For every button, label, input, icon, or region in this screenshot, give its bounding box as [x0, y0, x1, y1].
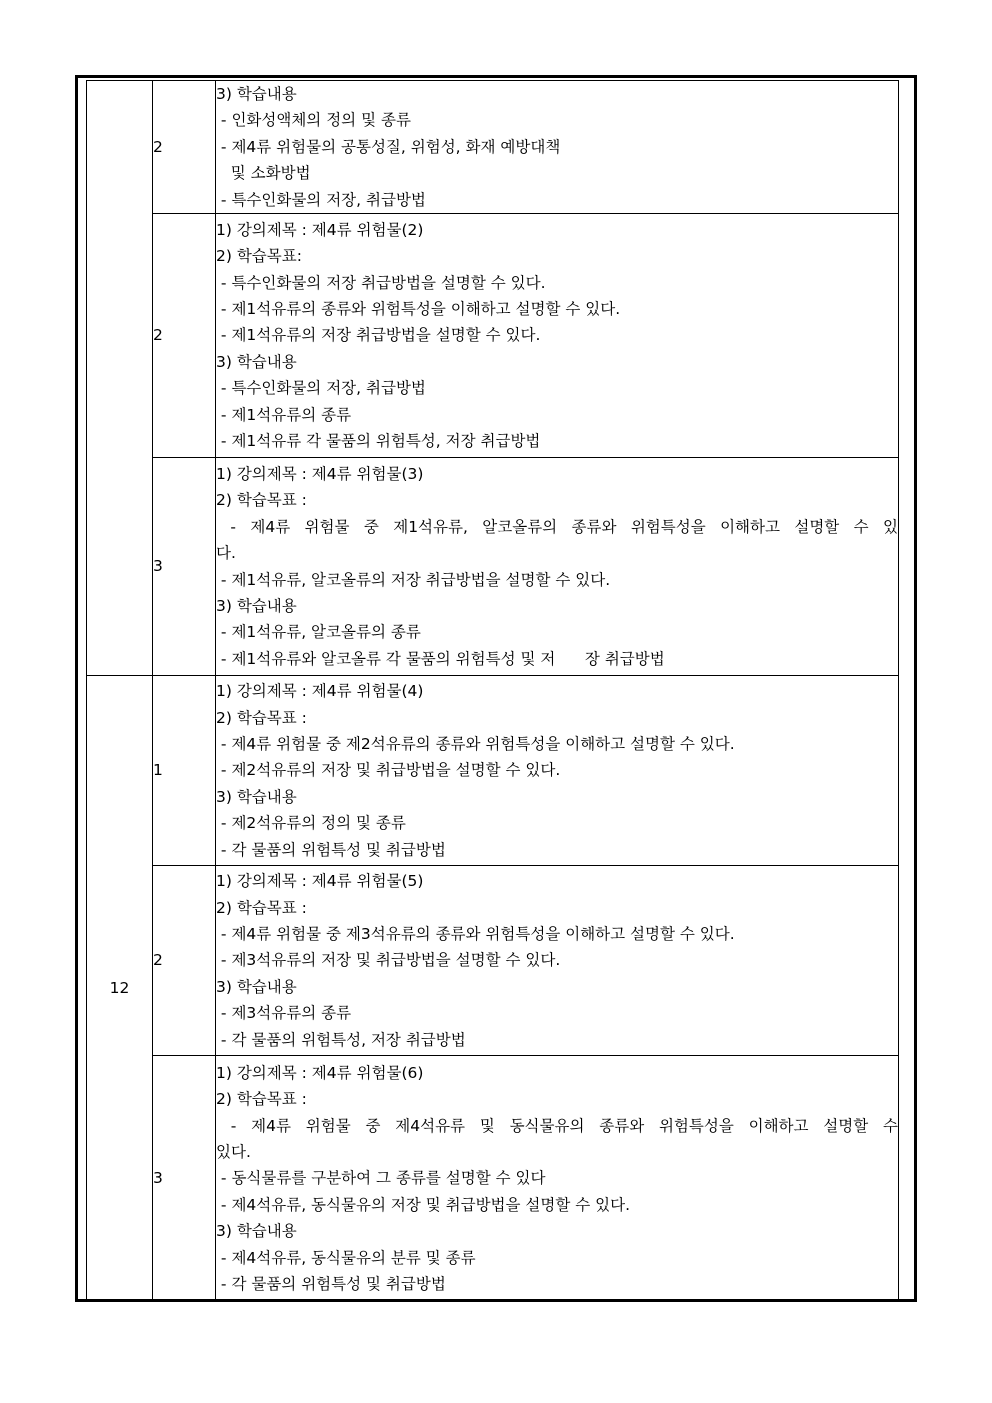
content-line: 3) 학습내용: [216, 787, 297, 806]
session-number: 1: [153, 676, 216, 866]
week-cell: [87, 81, 153, 676]
content-line: 있다.: [216, 1142, 251, 1161]
session-content: [216, 676, 899, 866]
content-line: - 특수인화물의 저장, 취급방법: [216, 190, 426, 209]
content-line: 1) 강의제목 : 제4류 위험물(4): [216, 682, 424, 701]
content-line: - 각 물품의 위험특성, 저장 취급방법: [216, 1030, 466, 1049]
session-number: 2: [153, 214, 216, 458]
session-content: [216, 214, 899, 458]
content-line: 1) 강의제목 : 제4류 위험물(2): [216, 220, 424, 239]
session-number: 2: [153, 866, 216, 1056]
session-content: [216, 81, 899, 214]
content-line: 2) 학습목표 :: [216, 708, 307, 727]
content-line: - 동식물류를 구분하여 그 종류를 설명할 수 있다: [216, 1169, 546, 1188]
content-line: 및 소화방법: [216, 164, 311, 183]
content-line: - 제1석유류 각 물품의 위험특성, 저장 취급방법: [216, 431, 541, 450]
content-line: - 제4류 위험물 중 제3석유류의 종류와 위험특성을 이해하고 설명할 수 있다.: [216, 924, 735, 943]
content-line: - 제2석유류의 정의 및 종류: [216, 814, 406, 833]
content-line: 3) 학습내용: [216, 1222, 297, 1241]
content-line: 3) 학습내용: [216, 977, 297, 996]
content-line: - 각 물품의 위험특성 및 취급방법: [216, 1274, 446, 1293]
content-line: - 제1석유류의 종류: [216, 405, 352, 424]
content-line: 3) 학습내용: [216, 352, 297, 371]
content-line: 1) 강의제목 : 제4류 위험물(3): [216, 464, 424, 483]
content-line: 2) 학습목표 :: [216, 898, 307, 917]
content-line: - 제4석유류, 동식물유의 저장 및 취급방법을 설명할 수 있다.: [216, 1195, 631, 1214]
content-line: - 특수인화물의 저장, 취급방법: [216, 379, 426, 398]
table-row: [87, 866, 899, 1056]
content-line: - 제1석유류, 알코올류의 종류: [216, 623, 421, 642]
content-line: - 제3석유류의 저장 및 취급방법을 설명할 수 있다.: [216, 951, 561, 970]
content-line: - 제3석유류의 종류: [216, 1004, 352, 1023]
content-line: 3) 학습내용: [216, 596, 297, 615]
session-number: 2: [153, 81, 216, 214]
content-line: - 특수인화물의 저장 취급방법을 설명할 수 있다.: [216, 273, 546, 292]
content-line: - 제4류 위험물의 공통성질, 위험성, 화재 예방대책: [216, 137, 561, 156]
session-content: [216, 458, 899, 676]
content-line: - 제1석유류의 종류와 위험특성을 이해하고 설명할 수 있다.: [216, 299, 621, 318]
table-row: [87, 81, 899, 214]
content-line: - 제4석유류, 동식물유의 분류 및 종류: [216, 1248, 476, 1267]
session-content: [216, 1056, 899, 1302]
content-line: 2) 학습목표 :: [216, 1090, 307, 1109]
content-line: - 인화성액체의 정의 및 종류: [216, 111, 411, 130]
session-number: 3: [153, 458, 216, 676]
content-line: - 제4류 위험물 중 제1석유류, 알코올류의 종류와 위험특성을 이해하고 설명할 수 있: [216, 517, 898, 536]
content-line: - 제4류 위험물 중 제4석유류 및 동식물유의 종류와 위험특성을 이해하고 설명할 수: [216, 1116, 898, 1135]
week-cell: 12: [87, 676, 153, 1302]
syllabus-table: [86, 80, 899, 1302]
table-row: [87, 214, 899, 458]
content-line: - 제4류 위험물 중 제2석유류의 종류와 위험특성을 이해하고 설명할 수 있다.: [216, 734, 735, 753]
content-line: - 제1석유류의 저장 취급방법을 설명할 수 있다.: [216, 326, 541, 345]
content-line: 2) 학습목표:: [216, 247, 302, 266]
content-line: - 제1석유류, 알코올류의 저장 취급방법을 설명할 수 있다.: [216, 570, 611, 589]
table-row: [87, 458, 899, 676]
content-line: - 제2석유류의 저장 및 취급방법을 설명할 수 있다.: [216, 761, 561, 780]
content-line: 1) 강의제목 : 제4류 위험물(5): [216, 872, 424, 891]
session-content: [216, 866, 899, 1056]
table-row: [87, 676, 899, 866]
content-line: - 각 물품의 위험특성 및 취급방법: [216, 840, 446, 859]
content-line: 3) 학습내용: [216, 85, 297, 103]
content-line: - 제1석유류와 알코올류 각 물품의 위험특성 및 저 장 취급방법: [216, 649, 665, 668]
content-line: 1) 강의제목 : 제4류 위험물(6): [216, 1063, 424, 1082]
content-line: 다.: [216, 544, 236, 563]
table-row: [87, 1056, 899, 1302]
session-number: 3: [153, 1056, 216, 1302]
content-line: 2) 학습목표 :: [216, 491, 307, 510]
